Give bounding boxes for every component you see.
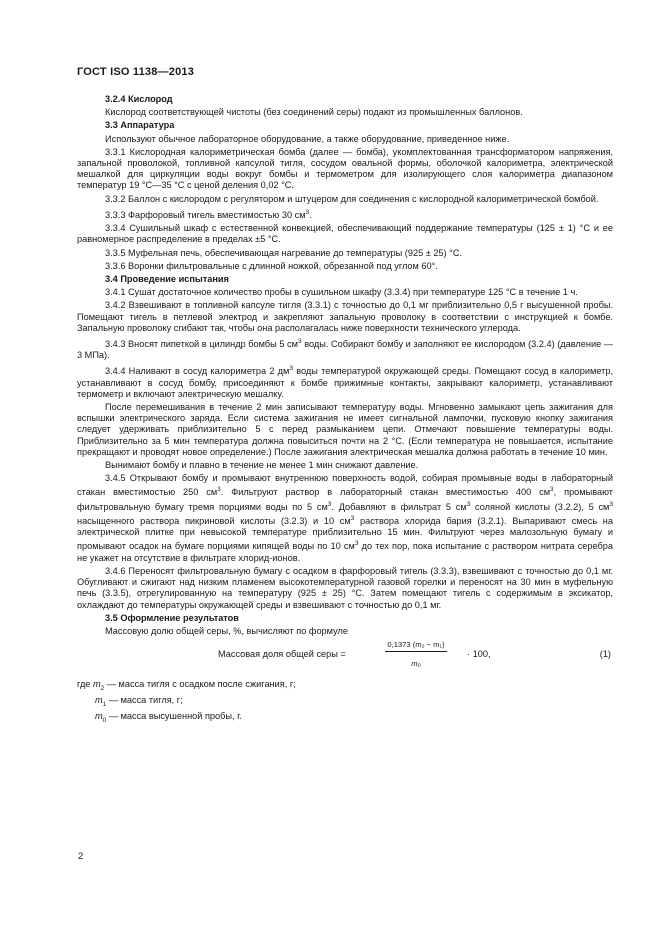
s333-part-a: 3.3.3 Фарфоровый тигель вместимостью 30 см: [105, 209, 306, 220]
m0-symbol: m: [95, 711, 103, 722]
s345-sup-4: 3: [466, 500, 471, 508]
section-3-3-2: 3.3.2 Баллон с кислородом с регулятором и штуцером для соединения с кислородной калориметрической бомбой.: [105, 193, 599, 204]
s333-sup: 3: [305, 208, 310, 216]
section-3-2-4-text: Кислород соответствующей чистоты (без соединений серы) подают из промышленных баллонов.: [105, 107, 523, 118]
s344-part-a: 3.4.4 Наливают в сосуд калориметра 2 дм: [105, 366, 290, 377]
standard-header: ГОСТ ISO 1138—2013: [77, 66, 195, 78]
s345-part-d: . Добавляют в фильтрат 5 см: [331, 501, 467, 512]
legend-m1: [77, 695, 613, 710]
section-3-3-text: Используют обычное лабораторное оборудование, а также оборудование, приведенное ниже.: [105, 133, 510, 144]
page-number: 2: [78, 851, 84, 862]
s345-sup-7: 3: [354, 540, 359, 548]
s345-sup-2: 3: [550, 486, 554, 494]
section-3-3-1: 3.3.1 Кислородная калориметрическая бомба (далее — бомба), укомплектованная трансформатором напряжения, запальной проволокой, топливной капсулой тигля, сосудом овальной формы, оболочкой калориметра, электрической мешалкой для циркуляции воды вокруг бомбы и термометром для изолирующего слоя калориметра диапазоном температур 19 °С—35 °С с ценой деления 0,02 °С.: [77, 146, 613, 191]
s345-part-c: , промывают фильтровальную бумагу тремя порциями воды по 5 см: [77, 487, 613, 512]
document-body: [77, 94, 613, 727]
variable-legend: [77, 679, 613, 726]
s343-part-b: воды. Собирают бомбу и заполняют ее кислородом (3.2.4) (давление — 3 МПа).: [77, 338, 613, 361]
m1-description: — масса тигля, г;: [106, 695, 183, 706]
paragraph-after-mixing: После перемешивания в течение 2 мин записывают температуру воды. Мгновенно замыкают цепь зажигания для вспышки электрического заряда. Если система зажигания не имеет сигнальной лампочки, пусковую кнопку зажигания следует удерживать приблизительно 5 с перед размыканием цепи. Отмечают повышение температуры воды. Приблизительно за 5 мин температура должна повыситься почти на 2 °С. (Если температура не повышается, испытание прекращают и проводят новое определение.) После зажигания электрическая мешалка должна работать в течение 10 мин.: [77, 402, 613, 457]
s345-part-e: соляной кислоты (3.2.2), 5 см: [470, 501, 610, 512]
section-3-5-text: Массовую долю общей серы, %, вычисляют по формуле: [105, 625, 348, 636]
m1-symbol: m: [95, 695, 103, 706]
section-3-4-1: 3.4.1 Сушат достаточное количество пробы в сушильном шкафу (3.3.4) при температуре 125 °С в течение 1 ч.: [105, 287, 578, 298]
section-3-3-5: 3.3.5 Муфельная печь, обеспечивающая нагревание до температуры (925 ± 25) °С.: [105, 247, 463, 258]
m0-subscript: 0: [102, 717, 107, 725]
s343-part-a: 3.4.3 Вносят пипеткой в цилиндр бомбы 5 см: [105, 338, 298, 349]
section-3-2-4-title: 3.2.4 Кислород: [105, 94, 173, 104]
section-3-3-4: 3.3.4 Сушильный шкаф с естественной конвекцией, обеспечивающий поддержание температуры (125 ± 1) °С и ее равномерное распределение в пределах ±5 °С.: [77, 223, 613, 245]
s343-sup: 3: [297, 337, 302, 345]
formula-number: (1): [599, 649, 611, 660]
formula-multiplier: · 100,: [467, 649, 491, 660]
m2-subscript: 2: [100, 685, 105, 692]
s345-sup-1: 3: [217, 486, 221, 494]
formula-denominator: m₀: [411, 659, 421, 669]
section-3-4-4: [77, 363, 613, 400]
s345-sup-5: 3: [609, 500, 613, 508]
section-3-3-6: 3.3.6 Воронки фильтровальные с длинной ножкой, обрезанной под углом 60°.: [105, 260, 438, 271]
legend-m2: [77, 679, 613, 694]
m1-subscript: 1: [102, 701, 107, 709]
section-3-4-6: 3.4.6 Переносят фильтровальную бумагу с осадком в фарфоровый тигель (3.3.3), взвешивают с точностью до 0,1 мг. Обугливают и сжигают над низким пламенем высокотемпературной газовой горелки и переносят на 30 мин в муфельную печь (3.3.5), отрегулированную на температуру (925 ± 25) °С. Затем помещают тигель с содержимым в эксикатор, охлаждают до температуры окружающей среды и взвешивают с точностью до 0,1 мг.: [77, 565, 613, 610]
s345-part-a: 3.4.5 Открывают бомбу и промывают внутреннюю поверхность водой, собирая промывные воды в лабораторный стакан вместимостью 250 см: [77, 473, 613, 498]
formula-fraction: [368, 639, 464, 669]
m2-symbol: m: [92, 679, 101, 690]
section-3-3-3: [77, 207, 613, 221]
s345-part-b: . Фильтруют раствор в лабораторный стакан вместимостью 400 см: [220, 487, 551, 498]
section-3-4-5: [77, 473, 613, 564]
s345-sup-3: 3: [327, 500, 332, 508]
paragraph-remove-bomb: Вынимают бомбу и плавно в течение не менее 1 мин снижают давление.: [105, 460, 419, 471]
section-3-4-3: [77, 336, 613, 361]
s345-part-g: раствора хлорида бария (3.2.1). Выпаривают смесь на электрической плитке при невысокой температуре приблизительно 15 мин. Фильтруют через малозольную бумагу и промывают осадок на бумаге порциями кипящей воды по 10 см: [77, 516, 613, 552]
s344-part-b: воды температурой окружающей среды. Помещают сосуд в калориметр, устанавливают в сосуд бомбу, присоединяют к бомбе прижимные контакты, закрывают калориметр, устанавливают термометр и включают электрическую мешалку.: [77, 366, 614, 399]
section-3-3-title: 3.3 Аппаратура: [105, 120, 175, 131]
s345-part-h: до тех пор, пока испытание с раствором нитрата серебра не укажет на отсутствие в фильтрате хлорид-ионов.: [77, 541, 613, 563]
s345-sup-6: 3: [350, 515, 355, 523]
legend-lead: где: [77, 679, 91, 690]
formula-label: Массовая доля общей серы =: [218, 649, 346, 660]
formula-1: [77, 639, 613, 677]
legend-m0: [77, 711, 613, 726]
section-3-4-2: 3.4.2 Взвешивают в топливной капсуле тигля (3.3.1) с точностью до 0,1 мг приблизительно 0,5 г высушенной пробы. Помещают тигель в петлевой электрод и закрепляют запальную проволоку в соответствии с инструкцией к бомбе. Запальную проволоку сгибают так, чтобы она располагалась ниже поверхности технического углерода.: [77, 300, 613, 333]
section-3-4-title: 3.4 Проведение испытания: [105, 273, 229, 284]
s333-part-b: .: [309, 209, 312, 220]
m2-description: — масса тигля с осадком после сжигания, г;: [104, 679, 296, 690]
s344-sup: 3: [289, 365, 293, 373]
section-3-5-title: 3.5 Оформление результатов: [105, 612, 239, 623]
m0-description: — масса высушенной пробы, г.: [106, 711, 242, 722]
formula-numerator: 0,1373 (m₂ − m₁): [385, 639, 446, 652]
s345-part-f: насыщенного раствора пикриновой кислоты (3.2.3) и 10 см: [77, 516, 351, 527]
